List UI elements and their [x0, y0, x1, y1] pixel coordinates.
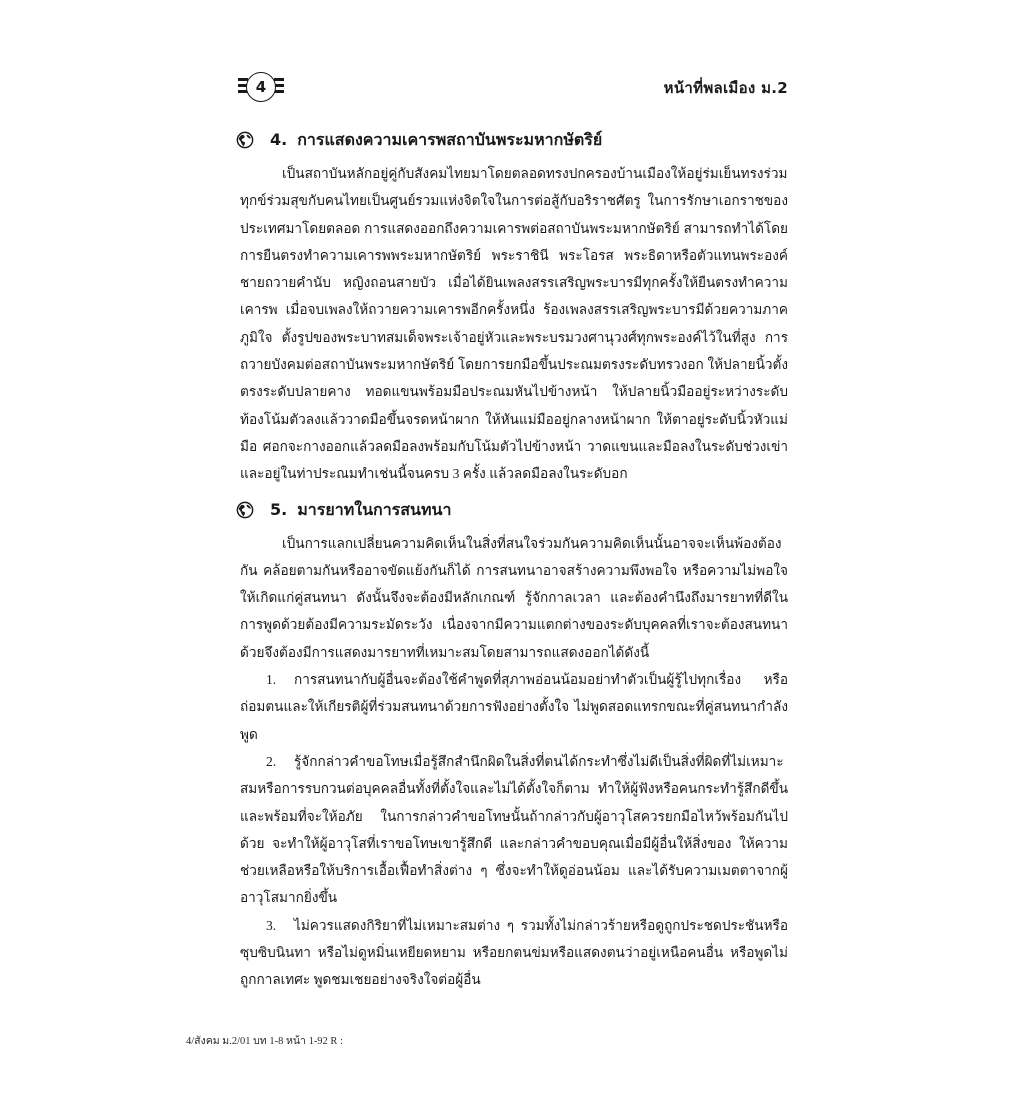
- list-item-text: รู้จักกล่าวคำขอโทษเมื่อรู้สึกสำนึกผิดในสิ่งที่ตนได้กระทำซึ่งไม่ดีเป็นสิ่งที่ผิดที่ไม่เหมาะสมหรือการรบกวนต่อบุคคลอื่นทั้งที่ตั้งใจและไม่ได้ตั้งใจก็ตาม ทำให้ผู้ฟังหรือคนกระทำรู้สึกดีขึ้นและพร้อมที่จะให้อภัย ในการกล่าวคำขอโทษนั้นถ้ากล่าวกับผู้อาวุโสควรยกมือไหว้พร้อมกันไปด้วย จะทำให้ผู้อาวุโสที่เราขอโทษเขารู้สึกดี และกล่าวคำขอบคุณเมื่อมีผู้อื่นให้สิ่งของ ให้ความช่วยเหลือหรือให้บริการเอื้อเฟื้อทำสิ่งต่าง ๆ ซึ่งจะทำให้ดูอ่อนน้อม และได้รับความเมตตาจากผู้อาวุโสมากยิ่งขึ้น: [240, 753, 788, 906]
- section-4-paragraph: เป็นสถาบันหลักอยู่คู่กับสังคมไทยมาโดยตลอดทรงปกครองบ้านเมืองให้อยู่ร่มเย็นทรงร่วมทุกข์ร่วมสุขกับคนไทยเป็นศูนย์รวมแห่งจิตใจในการต่อสู้กับอริราชศัตรู ในการรักษาเอกราชของประเทศมาโดยตลอด การแสดงออกถึงความเคารพต่อสถาบันพระมหากษัตริย์ สามารถทำได้โดยการยืนตรงทำความเคารพพระมหากษัตริย์ พระราชินี พระโอรส พระธิดาหรือตัวแทนพระองค์ ชายถวายคำนับ หญิงถอนสายบัว เมื่อได้ยินเพลงสรรเสริญพระบารมีทุกครั้งให้ยืนตรงทำความเคารพ เมื่อจบเพลงให้ถวายความเคารพอีกครั้งหนึ่ง ร้องเพลงสรรเสริญพระบารมีด้วยความภาคภูมิใจ ตั้งรูปของพระบาทสมเด็จพระเจ้าอยู่หัวและพระบรมวงศานุวงศ์ทุกพระองค์ไว้ในที่สูง การถวายบังคมต่อสถาบันพระมหากษัตริย์ โดยการยกมือขึ้นประณมตรงระดับทรวงอก ให้ปลายนิ้วตั้งตรงระดับปลายคาง ทอดแขนพร้อมมือประณมหันไปข้างหน้า ให้ปลายนิ้วมืออยู่ระหว่างระดับท้องโน้มตัวลงแล้ววาดมือขึ้นจรดหน้าผาก ให้หันแม่มืออยู่กลางหน้าผาก ให้ตาอยู่ระดับนิ้วหัวแม่มือ ศอกจะกางออกแล้วลดมือลงพร้อมกับโน้มตัวไปข้างหน้า วาดแขนและมือลงในระดับช่วงเข่า และอยู่ในท่าประณมทำเช่นนี้จนครบ 3 ครั้ง แล้วลดมือลงในระดับอก: [240, 166, 788, 482]
- page: [186, 0, 788, 1110]
- list-item-text: การสนทนากับผู้อื่นจะต้องใช้คำพูดที่สุภาพอ่อนน้อมอย่าทำตัวเป็นผู้รู้ไปทุกเรื่อง หรือถ่อมตนและให้เกียรติผู้ที่ร่วมสนทนาด้วยการฟังอย่างตั้งใจ ไม่พูดสอดแทรกขณะที่คู่สนทนากำลังพูด: [240, 672, 788, 742]
- section-title: มารยาทในการสนทนา: [297, 499, 452, 519]
- list-item-number: 2.: [266, 753, 277, 769]
- section-5-paragraph: เป็นการแลกเปลี่ยนความคิดเห็นในสิ่งที่สนใจร่วมกันความคิดเห็นนั้นอาจจะเห็นพ้องต้องกัน คล้อยตามกันหรืออาจขัดแย้งกันก็ได้ การสนทนาอาจสร้างความพึงพอใจ หรือความไม่พอใจให้เกิดแก่คู่สนทนา ดังนั้นจึงจะต้องมีหลักเกณฑ์ รู้จักกาลเวลา และต้องคำนึงถึงมารยาทที่ดีในการพูดด้วยต้องมีความระมัดระวัง เนื่องจากมีความแตกต่างของระดับบุคคลที่เราจะต้องสนทนาด้วยจึงต้องมีการแสดงมารยาทที่เหมาะสมโดยสามารถแสดงออกได้ดังนี้: [240, 535, 788, 660]
- running-title: หน้าที่พลเมือง ม.2: [663, 79, 788, 97]
- footer-slug: 4/สังคม ม.2/01 บท 1-8 หน้า 1-92 R :: [186, 1035, 343, 1047]
- page-number-badge: [236, 70, 288, 106]
- section-title: การแสดงความเคารพสถาบันพระมหากษัตริย์: [297, 130, 603, 149]
- globe-icon: [236, 131, 254, 149]
- list-item-number: 1.: [266, 672, 277, 688]
- list-item-text: ไม่ควรแสดงกิริยาที่ไม่เหมาะสมต่าง ๆ รวมทั้งไม่กล่าวร้ายหรือดูถูกประชดประชันหรือซุบซิบนินทา หรือไม่ดูหมิ่นเหยียดหยาม หรือยกตนข่มหรือแสดงตนว่าอยู่เหนือคนอื่น หรือพูดไม่ถูกกาลเทศะ พูดชมเชยอย่างจริงใจต่อผู้อื่น: [240, 917, 788, 988]
- list-item: [236, 666, 788, 748]
- page-number: 4: [246, 72, 276, 102]
- list-item-number: 3.: [266, 917, 277, 933]
- section-number: 5.: [270, 499, 288, 519]
- section-heading-4: [236, 128, 788, 152]
- list-item: [236, 748, 788, 912]
- globe-icon: [236, 501, 254, 519]
- page-header: [236, 70, 788, 106]
- list-item: [236, 912, 788, 994]
- section-number: 4.: [270, 130, 288, 149]
- section-heading-5: [236, 498, 788, 522]
